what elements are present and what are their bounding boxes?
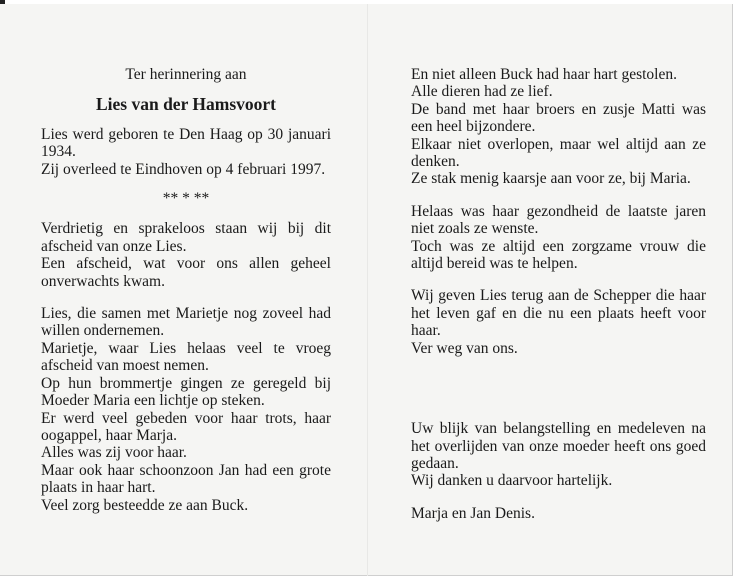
intro-text: Ter herinnering aan <box>125 66 247 83</box>
left-para2-line: Lies, die samen met Marietje nog zoveel had willen ondernemen. <box>41 305 331 340</box>
right-para1-line: De band met haar broers en zusje Matti was een heel bijzondere. <box>411 100 706 136</box>
card-fold-line <box>367 4 368 576</box>
left-para2-line: Alles was zij voor haar. <box>41 444 187 462</box>
right-para1-line: Ze stak menig kaarsje aan voor ze, bij Maria. <box>411 170 691 188</box>
left-para2-line: Op hun brommertje gingen ze geregeld bij Moeder Maria een lichtje op steken. <box>41 374 331 410</box>
thanks-line: Uw blijk van belangstelling en medeleven na het overlijden van onze moeder heeft ons goed gedaan. <box>411 420 706 472</box>
right-page <box>411 66 706 522</box>
left-para1-line: Een afscheid, wat voor ons allen geheel onverwachts kwam. <box>41 255 331 290</box>
left-page <box>41 66 331 514</box>
left-para2-line: Er werd veel gebeden voor haar trots, haar oogappel, haar Marja. <box>41 409 331 444</box>
right-para2-line: Helaas was haar gezondheid de laatste jaren niet zoals ze wenste. <box>411 202 706 238</box>
signature: Marja en Jan Denis. <box>411 504 535 522</box>
left-para2-line: Marietje, waar Lies helaas veel te vroeg afscheid van moest nemen. <box>41 339 331 375</box>
left-para1-line: Verdrietig en sprakeloos staan wij bij dit afscheid van onze Lies. <box>41 220 331 255</box>
right-para3-line: Wij geven Lies terug aan de Schepper die haar het leven gaf en die nu een plaats heeft voor haar. <box>411 287 706 340</box>
right-para1-line: Alle dieren had ze lief. <box>411 83 553 101</box>
right-para1-line: En niet alleen Buck had haar hart gestolen. <box>411 66 677 83</box>
right-para1-line: Elkaar niet overlopen, maar wel altijd aan ze denken. <box>411 135 706 171</box>
thanks-line: Wij danken u daarvoor hartelijk. <box>411 472 613 490</box>
left-para2-line: Maar ook haar schoonzoon Jan had een grote plaats in haar hart. <box>41 461 331 497</box>
right-para2-line: Toch was ze altijd een zorgzame vrouw die altijd bereid was te helpen. <box>411 237 706 273</box>
right-para3-line: Ver weg van ons. <box>411 339 518 357</box>
separator-stars: ** * ** <box>162 190 210 208</box>
deceased-name: Lies van der Hamsvoort <box>95 94 277 115</box>
left-para2-line: Veel zorg besteedde ze aan Buck. <box>41 496 249 514</box>
birth-text: Lies werd geboren te Den Haag op 30 januari 1934. <box>41 125 331 161</box>
death-text: Zij overleed te Eindhoven op 4 februari 1997. <box>41 160 326 178</box>
